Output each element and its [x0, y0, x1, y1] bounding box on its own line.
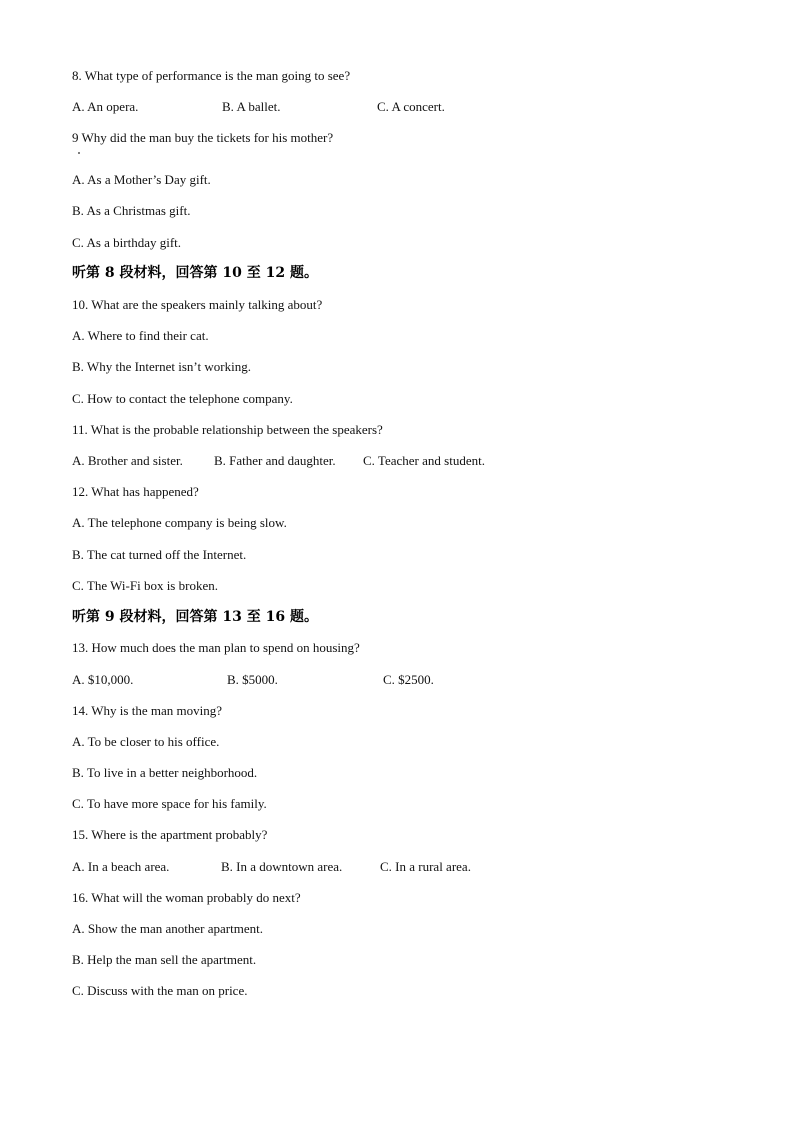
question-14: 14. Why is the man moving? [72, 703, 222, 718]
option-a: A. To be closer to his office. [72, 734, 220, 749]
question-11-options [0, 453, 794, 469]
question-15-options [0, 859, 794, 875]
question-13: 13. How much does the man plan to spend on housing? [72, 640, 360, 655]
option-c: C. Teacher and student. [363, 453, 485, 468]
option-c: C. Discuss with the man on price. [72, 983, 248, 998]
stray-mark [78, 152, 80, 154]
option-c: C. How to contact the telephone company. [72, 391, 293, 406]
option-c: C. To have more space for his family. [72, 796, 267, 811]
option-a: A. The telephone company is being slow. [72, 515, 287, 530]
option-a: A. As a Mother’s Day gift. [72, 172, 211, 187]
question-8: 8. What type of performance is the man going to see? [72, 68, 351, 83]
option-a: A. $10,000. [72, 672, 134, 687]
option-b: B. $5000. [227, 672, 278, 687]
section-heading-8: 听第 8 段材料，回答第 10 至 12 题。 [72, 265, 318, 281]
option-c: C. In a rural area. [380, 859, 471, 874]
section-heading-9: 听第 9 段材料，回答第 13 至 16 题。 [72, 609, 318, 625]
option-a: A. Show the man another apartment. [72, 921, 263, 936]
option-a: A. Where to find their cat. [72, 328, 209, 343]
option-b: B. Help the man sell the apartment. [72, 952, 257, 967]
option-c: C. The Wi-Fi box is broken. [72, 578, 218, 593]
question-11: 11. What is the probable relationship between the speakers? [72, 422, 383, 437]
option-a: A. In a beach area. [72, 859, 170, 874]
option-b: B. In a downtown area. [221, 859, 343, 874]
question-8-options [0, 99, 794, 115]
option-b: B. Why the Internet isn’t working. [72, 359, 251, 374]
question-9: 9 Why did the man buy the tickets for his mother? [72, 130, 334, 145]
option-b: B. A ballet. [222, 99, 281, 114]
question-13-options [0, 672, 794, 688]
option-c: C. As a birthday gift. [72, 235, 182, 250]
question-15: 15. Where is the apartment probably? [72, 827, 268, 842]
option-b: B. To live in a better neighborhood. [72, 765, 258, 780]
option-a: A. Brother and sister. [72, 453, 183, 468]
option-c: C. A concert. [377, 99, 445, 114]
option-a: A. An opera. [72, 99, 139, 114]
question-16: 16. What will the woman probably do next? [72, 890, 301, 905]
option-b: B. As a Christmas gift. [72, 203, 191, 218]
option-b: B. Father and daughter. [214, 453, 336, 468]
option-c: C. $2500. [383, 672, 434, 687]
question-12: 12. What has happened? [72, 484, 199, 499]
question-10: 10. What are the speakers mainly talking about? [72, 297, 323, 312]
option-b: B. The cat turned off the Internet. [72, 547, 247, 562]
